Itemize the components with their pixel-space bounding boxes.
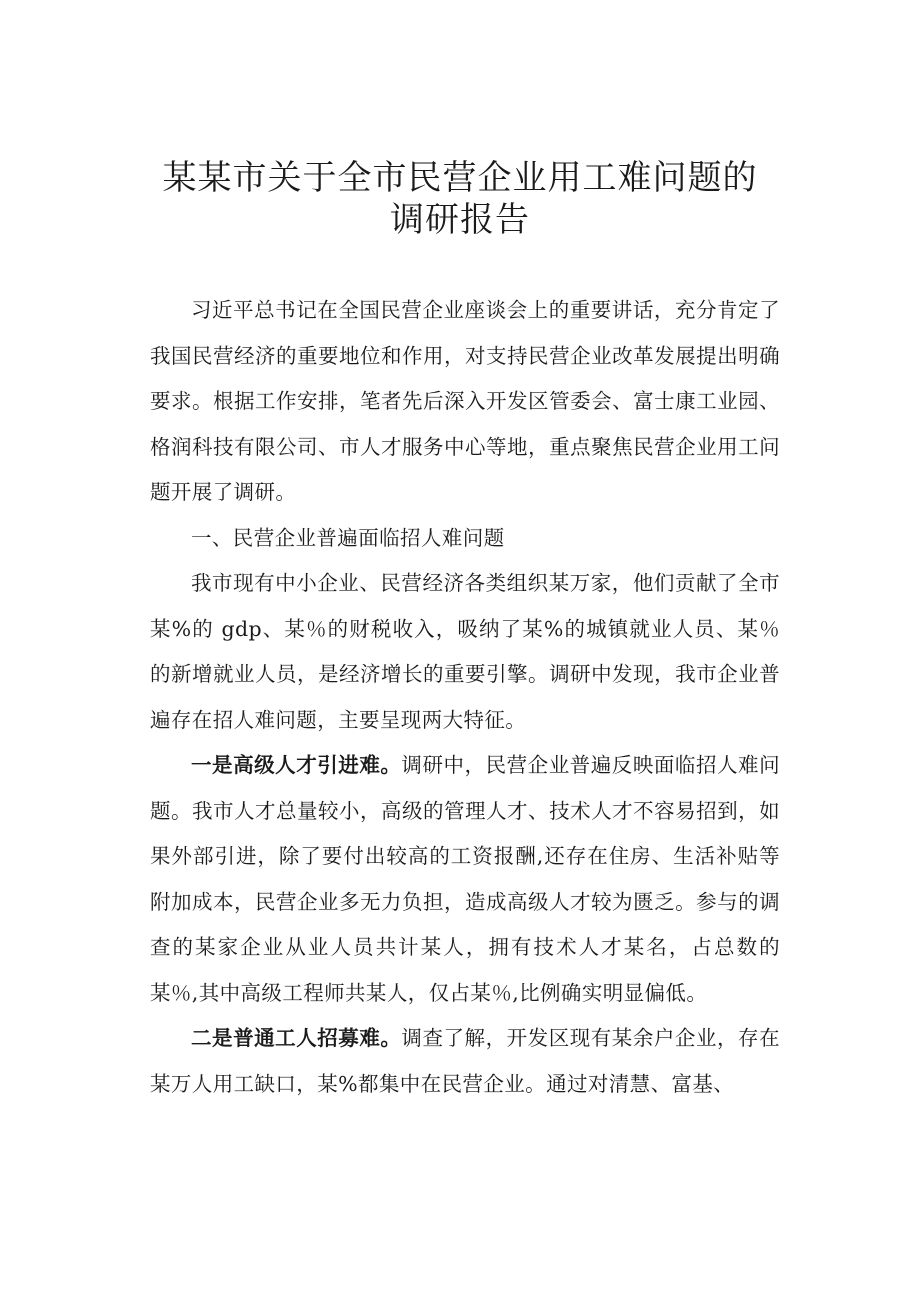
section-heading-1-text: 一、民营企业普遍面临招人难问题 [191,525,505,550]
point-2-text: 调查了解，开发区现有某余户企业，存在某万人用工缺口，某%都集中在民营企业。通过对清慧、富基、 [150,1026,780,1096]
point-1-lead: 一是高级人才引进难。 [191,753,402,777]
point-1-text: 调研中，民营企业普遍反映面临招人难问题。我市人才总量较小，高级的管理人才、技术人才不容易招到，如果外部引进，除了要付出较高的工资报酬,还存在住房、生活补贴等附加成本，民营企业多无力负担，造成高级人才较为匮乏。参与的调查的某家企业从业人员共计某人，拥有技术人才某名，占总数的某％,其中高级工程师共某人，仅占某％,比例确实明显偏低。 [150,753,780,1005]
document-title-line-2: 调研报告 [390,200,530,240]
document-body [150,288,780,1107]
document-title-line-1: 某某市关于全市民营企业用工难问题的 [162,158,758,198]
point-1-paragraph [150,743,780,1016]
section-1-paragraph-text: 我市现有中小企业、民营经济各类组织某万家，他们贡献了全市某%的 gdp、某％的财税收入，吸纳了某%的城镇就业人员、某％的新增就业人员，是经济增长的重要引擎。调研中发现，我市企业普遍存在招人难问题，主要呈现两大特征。 [150,571,780,732]
intro-paragraph [150,288,780,516]
intro-paragraph-text: 习近平总书记在全国民营企业座谈会上的重要讲话，充分肯定了我国民营经济的重要地位和作用，对支持民营企业改革发展提出明确要求。根据工作安排，笔者先后深入开发区管委会、富士康工业园、格润科技有限公司、市人才服务中心等地，重点聚焦民营企业用工问题开展了调研。 [150,298,780,504]
section-heading-1 [150,516,780,562]
point-2-lead: 二是普通工人招募难。 [191,1026,402,1050]
point-2-paragraph [150,1016,780,1107]
section-1-paragraph [150,561,780,743]
